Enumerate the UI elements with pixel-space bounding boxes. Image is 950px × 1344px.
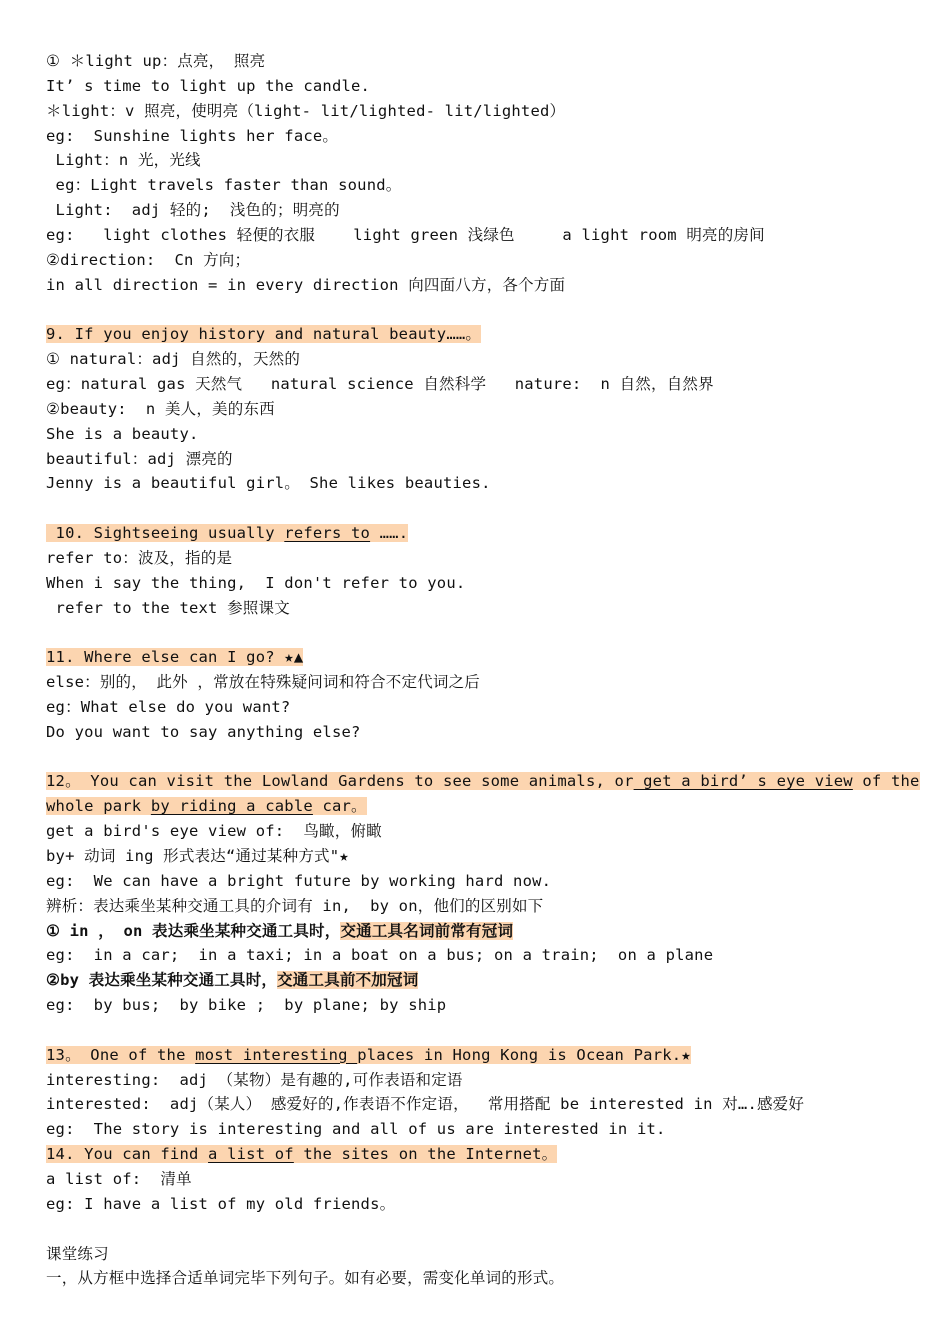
spacer (46, 297, 926, 322)
note-line: a list of: 清单 (46, 1169, 192, 1188)
note-line: refer to the text 参照课文 (46, 598, 290, 617)
heading-text: ……. (370, 524, 409, 543)
note-line: Light：n 光，光线 (46, 151, 201, 170)
exercise-instruction: 一，从方框中选择合适单词完毕下列句子。如有必要，需变化单词的形式。 (46, 1269, 565, 1288)
note-line: in all direction = in every direction 向四面八方，各个方面 (46, 275, 566, 294)
example-sentence: Do you want to say anything else? (46, 722, 361, 741)
example-sentence: eg: I have a list of my old friends。 (46, 1194, 396, 1213)
note-line: 辨析：表达乘坐某种交通工具的介词有 in, by on，他们的区别如下 (46, 896, 544, 915)
exercise-heading: 课堂练习 (46, 1244, 109, 1263)
example-sentence: eg: light clothes 轻便的衣服 light green 浅绿色 a light room 明亮的房间 (46, 225, 765, 244)
section-heading-10 (46, 521, 926, 546)
heading-text: whole park (46, 797, 151, 816)
spacer (46, 620, 926, 645)
heading-highlight: 11. Where else can I go? ★▲ (46, 648, 304, 667)
note-line: refer to：波及，指的是 (46, 548, 233, 567)
section-heading-14 (46, 1142, 926, 1167)
example-sentence: It’ s time to light up the candle. (46, 76, 371, 95)
rule-line (46, 919, 926, 944)
note-line: interested: adj（某人） 感爱好的,作表语不作定语， 常用搭配 be interested in 对….感爱好 (46, 1095, 805, 1114)
example-sentence: eg: in a car; in a taxi; in a boat on a bus; on a train; on a plane (46, 946, 714, 965)
section-heading-12 (46, 769, 926, 794)
heading-highlight (46, 772, 920, 790)
note-line: ②direction: Cn 方向； (46, 250, 251, 269)
underlined-phrase: by riding a cable (150, 797, 313, 816)
example-sentence: eg：natural gas 天然气 natural science 自然科学 nature: n 自然，自然界 (46, 374, 714, 393)
rule-highlight: 交通工具名词前常有冠词 (340, 921, 514, 940)
note-line: ① ＊light up：点亮， 照亮 (46, 52, 266, 70)
heading-text: 12。 You can visit the Lowland Gardens to see some animals, or (46, 772, 634, 791)
note-line: beautiful：adj 漂亮的 (46, 449, 233, 468)
note-line: else：别的， 此外 ，常放在特殊疑问词和符合不定代词之后 (46, 673, 480, 692)
note-line: ＊light：v 照亮，使明亮（light- lit/lighted- lit/lighted） (46, 101, 566, 120)
rule-text: ① in ， on 表达乘坐某种交通工具时， (46, 921, 341, 940)
example-sentence: eg：Light travels faster than sound。 (46, 176, 402, 195)
underlined-phrase: most interesting (195, 1045, 358, 1064)
heading-highlight (46, 524, 408, 542)
example-sentence: eg: The story is interesting and all of us are interested in it. (46, 1120, 666, 1139)
rule-highlight: 交通工具前不加冠词 (277, 971, 419, 990)
heading-text: 14. You can find (46, 1145, 209, 1164)
example-sentence: eg: Sunshine lights her face。 (46, 126, 339, 145)
spacer (46, 1018, 926, 1043)
example-sentence: eg: by bus; by bike ; by plane; by ship (46, 996, 447, 1015)
note-line: Light: adj 轻的; 浅色的；明亮的 (46, 201, 340, 220)
example-sentence: eg: We can have a bright future by working hard now. (46, 871, 552, 890)
example-sentence: Jenny is a beautiful girl。 She likes beauties. (46, 474, 491, 493)
spacer (46, 1217, 926, 1242)
example-sentence: When i say the thing, I don't refer to you. (46, 573, 466, 592)
rule-text: ②by 表达乘坐某种交通工具时， (46, 971, 278, 990)
note-line: get a bird's eye view of: 鸟瞰，俯瞰 (46, 822, 382, 841)
document-body (46, 49, 926, 1291)
heading-text: of the (852, 772, 920, 791)
note-line: ②beauty: n 美人，美的东西 (46, 399, 275, 418)
underlined-phrase: get a bird’ s eye view (633, 772, 853, 791)
heading-highlight (46, 1145, 557, 1163)
underlined-phrase: a list of (208, 1145, 294, 1164)
heading-highlight (46, 797, 367, 815)
heading-text: car。 (312, 797, 367, 816)
section-heading-13 (46, 1043, 926, 1068)
note-line: interesting: adj （某物）是有趣的,可作表语和定语 (46, 1070, 463, 1089)
underlined-phrase: refers to (284, 524, 371, 543)
heading-highlight: 9. If you enjoy history and natural beauty……。 (46, 325, 482, 344)
spacer (46, 745, 926, 770)
heading-text: places in Hong Kong is Ocean Park.★ (357, 1045, 691, 1064)
example-sentence: eg：What else do you want? (46, 697, 291, 716)
rule-line (46, 968, 926, 993)
spacer (46, 496, 926, 521)
section-heading-9 (46, 322, 926, 347)
section-heading-11 (46, 645, 926, 670)
note-line: by+ 动词 ing 形式表达“通过某种方式"★ (46, 847, 349, 865)
example-sentence: She is a beauty. (46, 424, 199, 443)
note-line: ① natural：adj 自然的，天然的 (46, 350, 301, 369)
heading-text: the sites on the Internet。 (293, 1145, 558, 1164)
heading-text: 10. Sightseeing usually (46, 524, 285, 543)
heading-text: 13。 One of the (46, 1045, 196, 1064)
section-heading-12-cont (46, 794, 926, 819)
heading-highlight (46, 1046, 691, 1064)
